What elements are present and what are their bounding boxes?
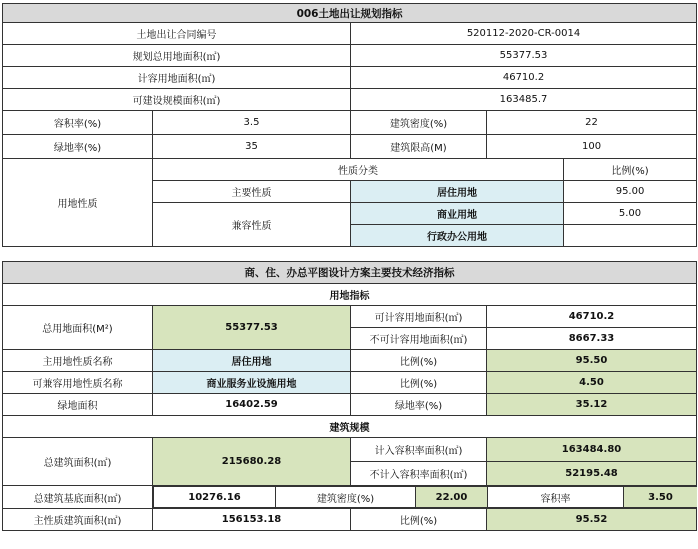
total-land-value[interactable]: 55377.53	[153, 306, 351, 350]
tech-econ-table	[2, 261, 697, 531]
far-label: 容积率(%)	[3, 111, 153, 135]
empty-ratio-cell[interactable]	[564, 225, 697, 247]
density-value[interactable]: 22	[487, 111, 697, 135]
nonfar-land-area-label: 不可计容用地面积(㎡)	[351, 328, 487, 350]
buildable-area-value[interactable]: 163485.7	[351, 89, 697, 111]
density2-value[interactable]: 22.00	[416, 487, 488, 508]
secondary-nature-value-1[interactable]: 商业用地	[351, 203, 564, 225]
ratio-header: 比例(%)	[564, 159, 697, 181]
far-land-area-label: 可计容用地面积(㎡)	[351, 306, 487, 328]
nonfar-area-label: 不计入容积率面积(㎡)	[351, 462, 487, 486]
far-land-value[interactable]: 46710.2	[351, 67, 697, 89]
far-area-label: 计入容积率面积(㎡)	[351, 438, 487, 462]
far-land-label: 计容用地面积(㎡)	[3, 67, 351, 89]
land-transfer-table	[2, 3, 697, 247]
section1-title: 006土地出让规划指标	[3, 4, 697, 23]
green-rate-label: 绿地率(%)	[3, 135, 153, 159]
nonfar-land-area-value[interactable]: 8667.33	[487, 328, 697, 350]
total-building-value[interactable]: 215680.28	[153, 438, 351, 486]
base-area-value[interactable]: 10276.16	[154, 487, 276, 508]
height-limit-value[interactable]: 100	[487, 135, 697, 159]
main-building-label: 主性质建筑面积(㎡)	[3, 509, 153, 531]
main-building-ratio-label: 比例(%)	[351, 509, 487, 531]
contract-no-label: 土地出让合同编号	[3, 23, 351, 45]
section2-title: 商、住、办总平图设计方案主要技术经济指标	[3, 262, 697, 284]
secondary-nature-value-2[interactable]: 行政办公用地	[351, 225, 564, 247]
class-header: 性质分类	[153, 159, 564, 181]
height-limit-label: 建筑限高(M)	[351, 135, 487, 159]
density-label: 建筑密度(%)	[351, 111, 487, 135]
far-area-value[interactable]: 163484.80	[487, 438, 697, 462]
secondary-nature-ratio[interactable]: 5.00	[564, 203, 697, 225]
green-area-label: 绿地面积	[3, 394, 153, 416]
green-rate-value[interactable]: 35	[153, 135, 351, 159]
planned-land-label: 规划总用地面积(㎡)	[3, 45, 351, 67]
land-use-label: 用地性质	[3, 159, 153, 247]
main-use-value[interactable]: 居住用地	[153, 350, 351, 372]
far2-label: 容积率	[488, 487, 624, 508]
base-area-subtable	[153, 486, 697, 508]
contract-no-value[interactable]: 520112-2020-CR-0014	[351, 23, 697, 45]
compat-ratio-value[interactable]: 4.50	[487, 372, 697, 394]
far2-value[interactable]: 3.50	[624, 487, 697, 508]
compat-use-label: 可兼容用地性质名称	[3, 372, 153, 394]
compat-use-value[interactable]: 商业服务业设施用地	[153, 372, 351, 394]
main-nature-value[interactable]: 居住用地	[351, 181, 564, 203]
main-nature-label: 主要性质	[153, 181, 351, 203]
land-indicators-header: 用地指标	[3, 284, 697, 306]
main-ratio-value[interactable]: 95.50	[487, 350, 697, 372]
main-nature-ratio[interactable]: 95.00	[564, 181, 697, 203]
total-land-label: 总用地面积(M²)	[3, 306, 153, 350]
main-use-label: 主用地性质名称	[3, 350, 153, 372]
building-scale-header: 建筑规模	[3, 416, 697, 438]
nonfar-area-value[interactable]: 52195.48	[487, 462, 697, 486]
total-building-label: 总建筑面积(㎡)	[3, 438, 153, 486]
green-rate2-label: 绿地率(%)	[351, 394, 487, 416]
secondary-nature-label: 兼容性质	[153, 203, 351, 247]
far-value[interactable]: 3.5	[153, 111, 351, 135]
density2-label: 建筑密度(%)	[276, 487, 416, 508]
compat-ratio-label: 比例(%)	[351, 372, 487, 394]
buildable-area-label: 可建设规模面积(㎡)	[3, 89, 351, 111]
main-ratio-label: 比例(%)	[351, 350, 487, 372]
green-rate2-value[interactable]: 35.12	[487, 394, 697, 416]
main-building-value[interactable]: 156153.18	[153, 509, 351, 531]
base-area-label: 总建筑基底面积(㎡)	[3, 486, 153, 509]
planned-land-value[interactable]: 55377.53	[351, 45, 697, 67]
green-area-value[interactable]: 16402.59	[153, 394, 351, 416]
base-area-row	[153, 486, 697, 509]
main-building-ratio-value[interactable]: 95.52	[487, 509, 697, 531]
far-land-area-value[interactable]: 46710.2	[487, 306, 697, 328]
